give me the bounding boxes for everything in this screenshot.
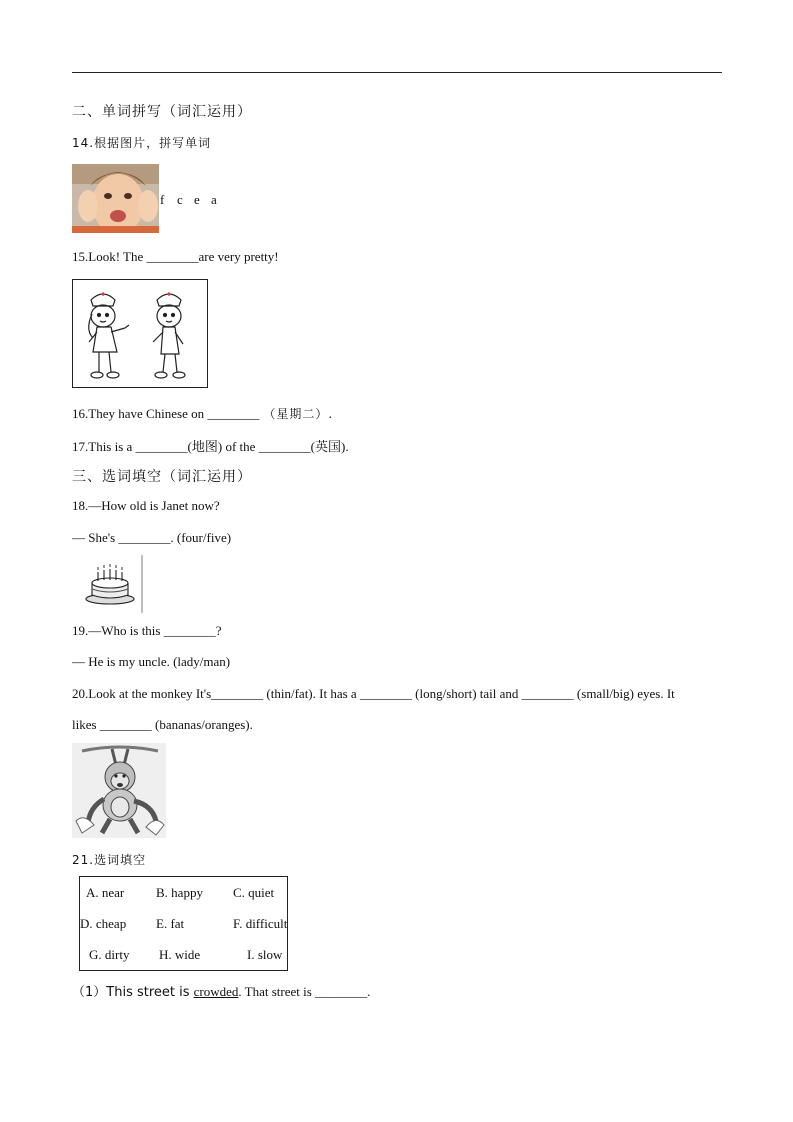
section-3-title: 三、选词填空（词汇运用） [72,469,252,485]
q14-letter: f [160,192,165,207]
option-h: H. wide [159,946,201,962]
q18-cake-image [78,555,144,613]
q20-line2: likes ________ (bananas/oranges). [72,717,253,732]
q14-prompt: 14.根据图片，拼写单词 [72,136,212,150]
top-rule [72,72,722,73]
options-row [80,908,288,939]
q19-answer: — He is my uncle. (lady/man) [72,654,231,669]
q21-sub1-word: crowded [193,984,239,999]
section-2-title: 二、单词拼写（词汇运用） [72,104,252,120]
option-b: B. happy [156,884,203,900]
options-row [80,939,288,971]
q16-text: 16.They have Chinese on ________ [72,406,260,421]
options-row [80,877,288,909]
option-f: F. difficult [233,915,288,931]
option-d: D. cheap [80,915,127,931]
q18-answer: — She's ________. (four/five) [72,530,232,545]
q14-letter: e [194,192,200,207]
option-i: I. slow [247,946,283,962]
q16-line [72,405,333,422]
option-a: A. near [86,884,125,900]
option-e: E. fat [156,915,185,931]
q14-child-face-image [72,164,159,233]
q21-sub1-line [72,981,370,1000]
q21-sub1-prefix: （1）This street is [72,985,194,1000]
q17-text: 17.This is a ________(地图) of the ________(英国). [72,439,349,454]
option-c: C. quiet [233,884,275,900]
q21-sub1-suffix: . That street is ________. [238,984,371,999]
q20-monkey-image [72,743,166,838]
q14-letter: a [211,192,217,207]
q18-question: 18.—How old is Janet now? [72,498,220,513]
q21-options-table [79,876,288,971]
q19-question: 19.—Who is this ________? [72,623,222,638]
q14-letters [160,192,228,208]
q15-nurses-image [72,279,208,388]
q20-line1: 20.Look at the monkey It's________ (thin/fat). It has a ________ (long/short) tail and ________ (small/big) eyes. It [72,686,675,701]
option-g: G. dirty [89,946,130,962]
q21-prompt: 21.选词填空 [72,853,147,867]
q16-hint: （星期二）. [263,407,334,421]
q14-letter: c [177,192,183,207]
q15-text: 15.Look! The ________are very pretty! [72,249,279,264]
